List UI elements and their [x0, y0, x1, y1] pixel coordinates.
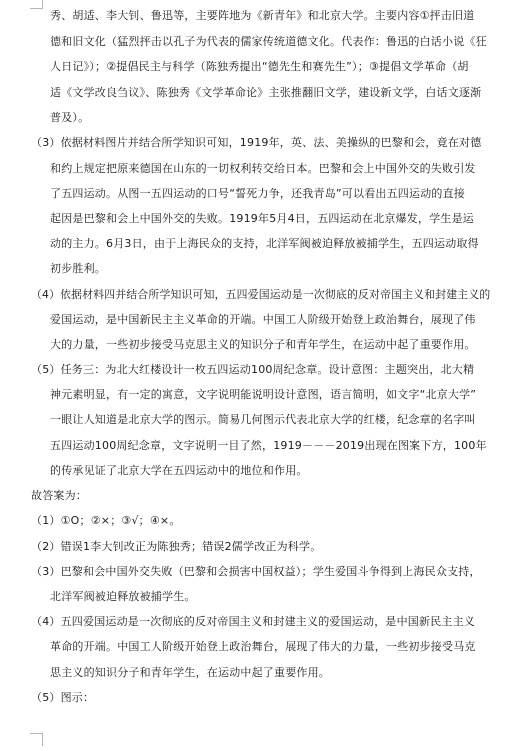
- paragraph-4-line: （4）依据材料四并结合所学知识可知，五四爱国运动是一次彻底的反对帝国主义和封建主义的: [31, 288, 491, 301]
- answer-4: （4）五四爱国运动是一次彻底的反对帝国主义和封建主义的爱国运动，是中国新民主主义: [31, 615, 475, 628]
- answer-heading: 故答案为：: [31, 489, 87, 502]
- text-line: 动的主力。6月3日，由于上海民众的支持，北洋军阀被迫释放被捕学生，五四运动取得: [50, 237, 479, 250]
- answer-3: （3）巴黎和会中国外交失败（巴黎和会损害中国权益）；学生爱国斗争得到上海民众支持，: [31, 565, 481, 578]
- text-line: 普及）。: [50, 111, 90, 124]
- text-line: 五四运动100周纪念章，文字说明一目了然，1919－－－2019出现在图案下方，100年: [50, 439, 487, 452]
- answer-4-continued: 革命的开端。中国工人阶级开始登上政治舞台，展现了伟大的力量，一些初步接受马克: [50, 640, 476, 653]
- answer-1: （1）①O；②×；③√；④×。: [31, 514, 181, 527]
- answer-2: （2）错误1李大钊改正为陈独秀；错误2儒学改正为科学。: [31, 540, 322, 553]
- text-line: 人日记》）；②提倡民主与科学（陈独秀提出“德先生和赛先生”）；③提倡文学革命（胡: [50, 60, 469, 73]
- text-line: 了五四运动。从图一五四运动的口号“誓死力争，还我青岛”可以看出五四运动的直接: [50, 187, 465, 200]
- text-line: 秀、胡适、李大钊、鲁迅等，主要阵地为《新青年》和北京大学。主要内容①抨击旧道: [50, 9, 475, 22]
- text-line: 神元素明显，有一定的寓意，文字说明能说明设计意图，语言简明，如文字“北京大学”: [50, 388, 477, 401]
- text-line: 大的力量，一些初步接受马克思主义的知识分子和青年学生，在运动中起了重要作用。: [50, 338, 476, 351]
- page-corner-mark-top: [30, 0, 43, 9]
- text-line: 爱国运动，是中国新民主主义革命的开端。中国工人阶级开始登上政治舞台，展现了伟: [50, 313, 476, 326]
- answer-3-continued: 北洋军阀被迫释放被捕学生。: [50, 590, 196, 603]
- page-corner-mark-bottom: [30, 733, 43, 746]
- text-line: 起因是巴黎和会上中国外交的失败。1919年5月4日，五四运动在北京爆发，学生是运: [50, 212, 474, 225]
- text-line: 的传承见证了北京大学在五四运动中的地位和作用。: [50, 464, 308, 477]
- paragraph-5-line: （5）任务三：为北大红楼设计一枚五四运动100周纪念章。设计意图：主题突出，北大精: [31, 363, 475, 376]
- paragraph-3-line: （3）依据材料图片并结合所学知识可知，1919年，英、法、美操纵的巴黎和会，竟在对德: [31, 136, 482, 149]
- answer-5: （5）图示：: [31, 691, 95, 704]
- text-line: 一眼让人知道是北京大学的图示。简易几何图示代表北京大学的红楼，纪念章的名字叫: [50, 413, 476, 426]
- text-line: 和约上规定把原来德国在山东的一切权利转交给日本。巴黎和会上中国外交的失败引发: [50, 162, 476, 175]
- text-line: 初步胜利。: [50, 262, 106, 275]
- text-line: 适《文学改良刍议》、陈独秀《文学革命论》主张推翻旧文学，建设新文学，白话文逐渐: [50, 86, 482, 99]
- answer-4-continued: 思主义的知识分子和青年学生，在运动中起了重要作用。: [50, 666, 330, 679]
- text-line: 德和旧文化（猛烈抨击以孔子为代表的儒家传统道德文化。代表作：鲁迅的白话小说《狂: [50, 35, 487, 48]
